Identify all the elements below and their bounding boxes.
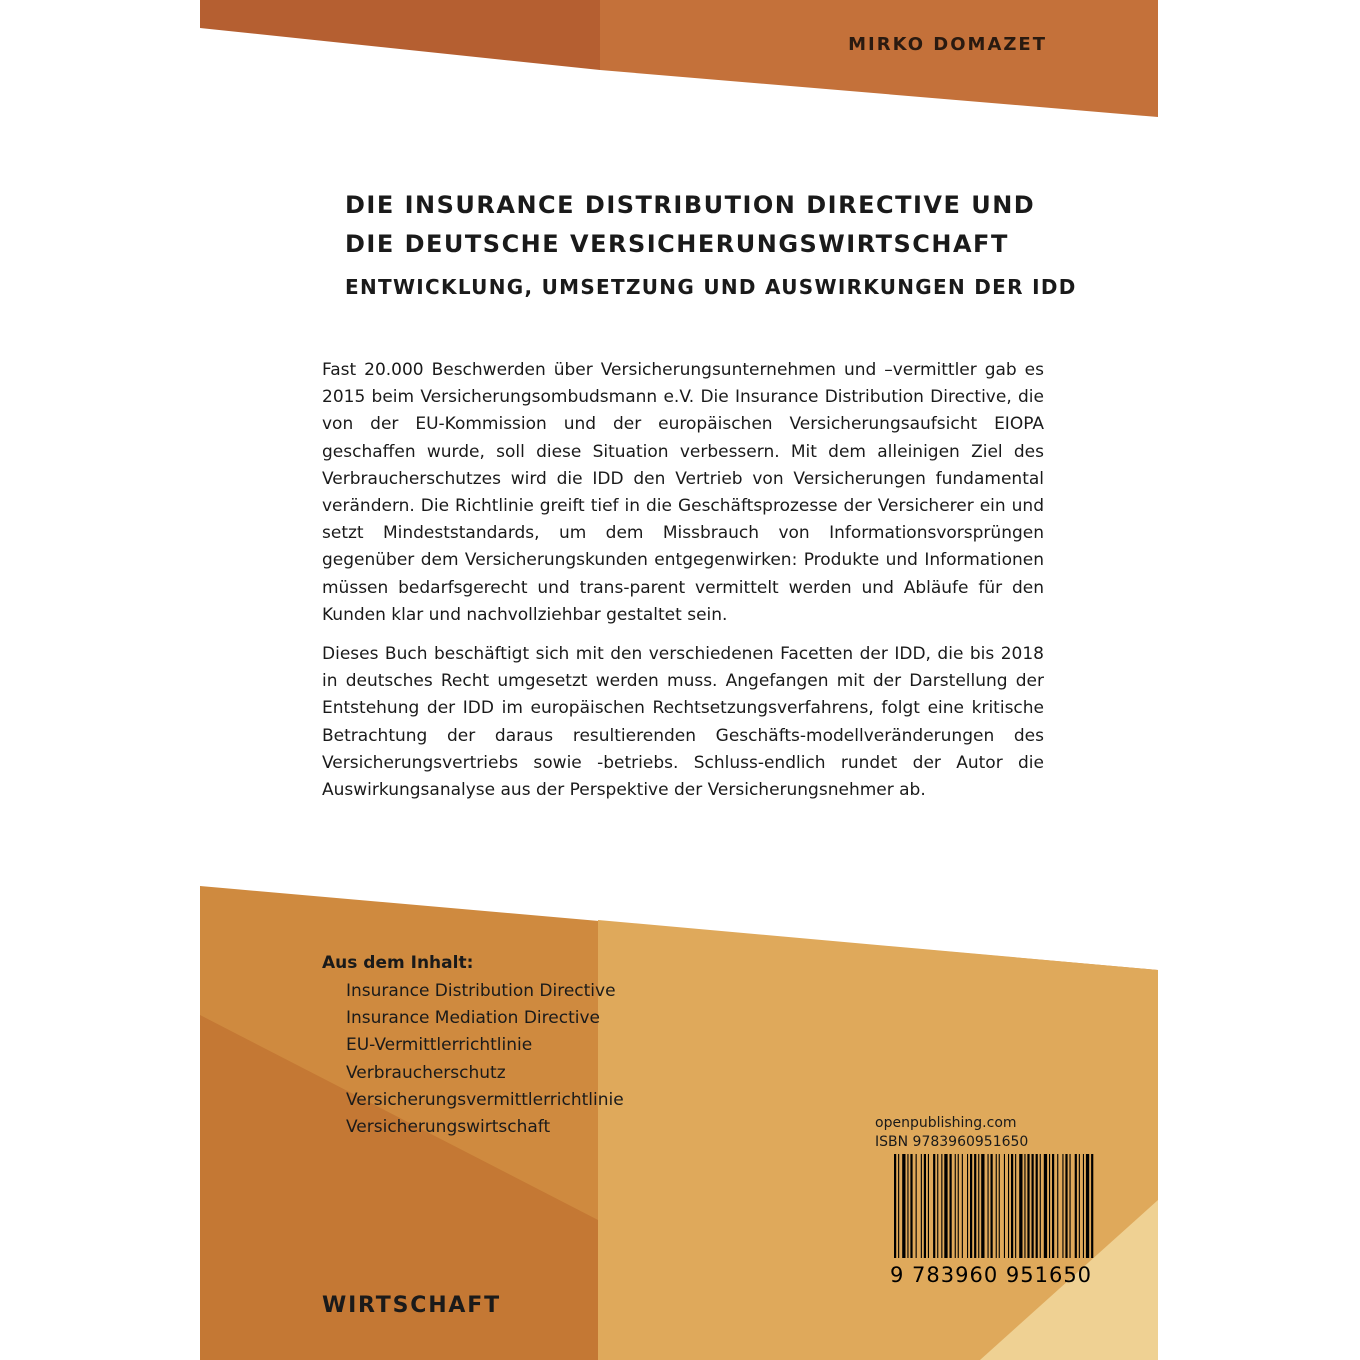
barcode-bar [1075,1154,1077,1258]
barcode-bar [1032,1154,1034,1258]
blurb-paragraph: Dieses Buch beschäftigt sich mit den verschiedenen Facetten der IDD, die bis 2018 in deutsches Recht umgesetzt werden muss. Angefangen mit der Darstellung der Entstehung der IDD im europäischen Rechtsetzungsverfahrens, folgt eine kritische Betrachtung der daraus resultierenden Geschäfts-modellveränderungen des Versicherungsvertriebs sowie -betriebs. Schluss-endlich rundet der Autor die Auswirkungsanalyse aus der Perspektive der Versicherungsnehmer ab. [322,644,1044,801]
barcode-bar [894,1154,896,1258]
barcode-bar [916,1154,917,1258]
contents-item: Insurance Distribution Directive [346,981,616,1001]
barcode-bar [962,1154,963,1258]
top-band-light [600,0,1158,117]
contents-item: Verbraucherschutz [346,1062,506,1083]
barcode-bar [955,1154,956,1258]
barcode-bar [1086,1154,1089,1258]
barcode-bar [1008,1154,1009,1258]
barcode-bar [1027,1154,1029,1258]
isbn-label: ISBN 9783960951650 [875,1134,1029,1150]
book-back-cover [200,0,1158,1360]
barcode-bar [1079,1154,1080,1258]
contents-item: Versicherungsvermittlerrichtlinie [346,1089,624,1110]
barcode-bar [991,1154,993,1258]
barcode-bar [1070,1154,1071,1258]
barcode-bar [967,1154,968,1258]
barcode-bar [1036,1154,1038,1258]
publisher-info [875,1114,1028,1152]
barcode-bar [1004,1154,1005,1258]
barcode-bar [950,1154,952,1258]
barcode-bar [907,1154,908,1258]
contents-list [346,978,624,1141]
barcode-bar [999,1154,1000,1258]
barcode-bar [1062,1154,1063,1258]
barcode-bar [1065,1154,1067,1258]
barcode-bar [1040,1154,1041,1258]
barcode-bar [988,1154,989,1258]
barcode-bar [928,1154,929,1258]
barcode-bar [1057,1154,1058,1258]
top-band-dark [200,0,600,70]
contents-item: Insurance Mediation Directive [346,1008,600,1029]
barcode-bar [958,1154,959,1258]
barcode-bar [1015,1154,1016,1258]
barcode-bar [970,1154,972,1258]
barcode-bar [921,1154,922,1258]
barcode-bar [933,1154,935,1258]
barcode-bar [1083,1154,1084,1258]
barcode-bar [974,1154,976,1258]
author-name: MIRKO DOMAZET [848,34,1047,55]
barcode-bars [890,1154,1100,1258]
barcode-bar [1091,1154,1093,1258]
barcode-bar [898,1154,899,1258]
contents-item: EU-Vermittlerrichtlinie [346,1035,533,1056]
category-label: WIRTSCHAFT [322,1293,501,1318]
barcode-bar [1049,1154,1050,1258]
isbn-barcode [890,1154,1100,1290]
barcode-bar [910,1154,912,1258]
barcode-bar [996,1154,997,1258]
barcode-bar [941,1154,942,1258]
barcode-bar [1052,1154,1054,1258]
barcode-bar [1019,1154,1022,1258]
blurb-paragraph: Fast 20.000 Beschwerden über Versicherungsunternehmen und –vermittler gab es 2015 beim Versicherungsombudsmann e.V. Die Insurance Distribution Directive, die von der EU-Kommission und der europäischen Versicherungsaufsicht EIOPA geschaffen wurde, soll diese Situation verbessern. Mit dem alleinigen Ziel des Verbraucherschutzes wird die IDD den Vertrieb von Versicherungen fundamental verändern. Die Richtlinie greift tief in die Geschäftsprozesse der Versicherer ein und setzt Mindeststandards, um dem Missbrauch von Informationsvorsprüngen gegenüber dem Versicherungskunden entgegenwirken: Produkte und Informationen müssen bedarfsgerecht und trans-parent vermittelt werden und Abläufe für den Kunden klar und nachvollziehbar gestaltet sein. [322,360,1044,625]
barcode-bar [937,1154,938,1258]
book-subtitle: ENTWICKLUNG, UMSETZUNG UND AUSWIRKUNGEN DER IDD [345,275,1077,299]
barcode-digits: 9 783960 951650 [890,1263,1093,1287]
barcode-bar [978,1154,979,1258]
barcode-bar [944,1154,947,1258]
publisher-url: openpublishing.com [875,1115,1017,1131]
barcode-bar [981,1154,984,1258]
contents-item: Versicherungswirtschaft [346,1117,551,1138]
barcode-bar [1024,1154,1025,1258]
blurb-text [322,357,1044,816]
book-title: DIE INSURANCE DISTRIBUTION DIRECTIVE UND DIE DEUTSCHE VERSICHERUNGSWIRTSCHAFT [345,191,1036,258]
barcode-bar [902,1154,905,1258]
barcode-bar [1011,1154,1013,1258]
barcode-bar [1044,1154,1047,1258]
contents-heading: Aus dem Inhalt: [322,953,474,973]
barcode-bar [924,1154,926,1258]
